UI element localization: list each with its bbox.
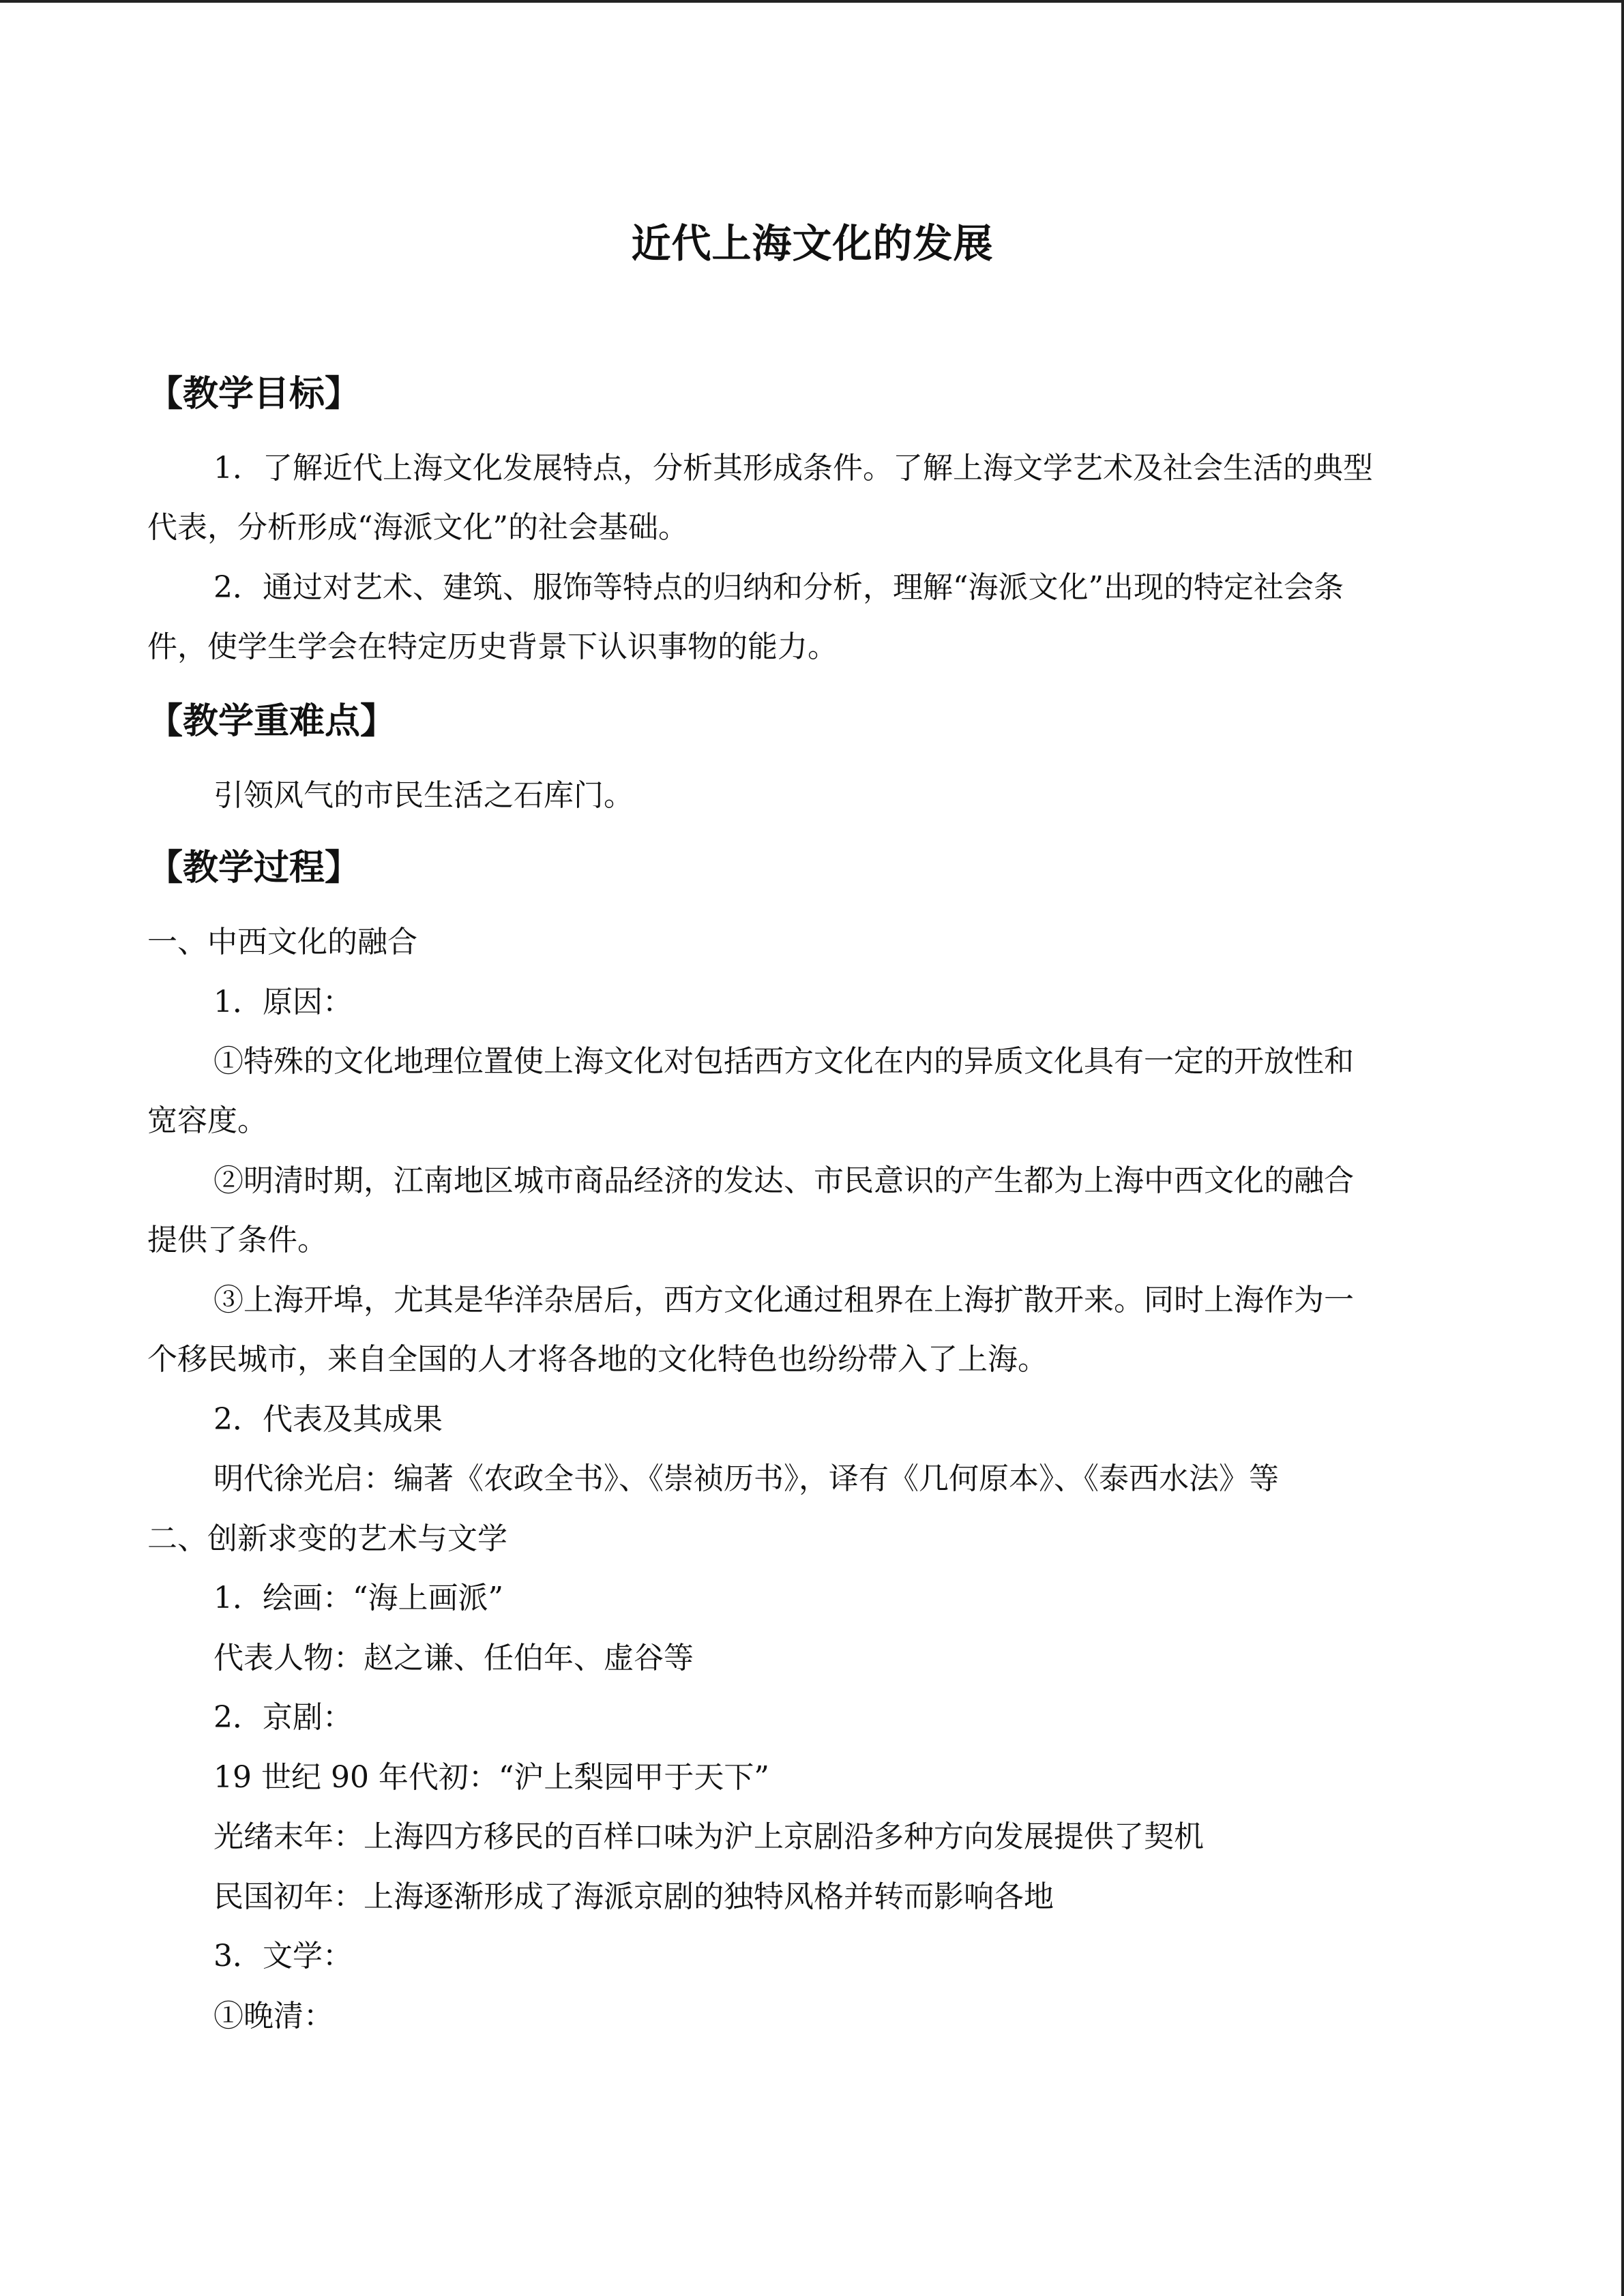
paragraph-line: ②明清时期，江南地区城市商品经济的发达、市民意识的产生都为上海中西文化的融合 [213,1163,1354,1198]
subsection-heading: 1．绘画：“海上画派” [213,1581,503,1615]
page-border-top [0,0,1624,3]
heading-key-points: 【教学重难点】 [147,701,396,742]
paragraph-line: 件，使学生学会在特定历史背景下认识事物的能力。 [147,629,838,664]
subsection-heading: 2．京剧： [213,1700,353,1735]
page-title: 近代上海文化的发展 [631,220,994,267]
subsection-heading: 1．原因： [213,985,353,1019]
paragraph-line: ①晚清： [213,1999,334,2033]
paragraph-line: 19 世纪 90 年代初：“沪上梨园甲于天下” [213,1760,769,1795]
paragraph-line: 明代徐光启：编著《农政全书》、《崇祯历书》，译有《几何原本》、《泰西水法》等 [213,1461,1279,1496]
page-border-right [1621,0,1624,2296]
subsection-heading: 2．代表及其成果 [213,1402,443,1437]
section-heading: 一、中西文化的融合 [147,925,417,959]
heading-process: 【教学过程】 [147,848,361,889]
heading-objectives: 【教学目标】 [147,374,361,415]
section-heading: 二、创新求变的艺术与文学 [147,1521,507,1556]
paragraph-line: 提供了条件。 [147,1223,327,1257]
paragraph-line: 2．通过对艺术、建筑、服饰等特点的归纳和分析，理解“海派文化”出现的特定社会条 [213,570,1344,605]
paragraph-line: 光绪末年：上海四方移民的百样口味为沪上京剧沿多种方向发展提供了契机 [213,1819,1204,1854]
paragraph-line: 民国初年：上海逐渐形成了海派京剧的独特风格并转而影响各地 [213,1879,1054,1914]
paragraph-line: 宽容度。 [147,1103,267,1138]
paragraph-line: 个移民城市，来自全国的人才将各地的文化特色也纷纷带入了上海。 [147,1342,1048,1377]
paragraph-line: ①特殊的文化地理位置使上海文化对包括西方文化在内的异质文化具有一定的开放性和 [213,1044,1354,1079]
paragraph-line: 1．了解近代上海文化发展特点，分析其形成条件。了解上海文学艺术及社会生活的典型 [213,451,1373,486]
paragraph-line: 代表，分析形成“海派文化”的社会基础。 [147,510,688,545]
paragraph-line: ③上海开埠，尤其是华洋杂居后，西方文化通过租界在上海扩散开来。同时上海作为一 [213,1283,1354,1317]
subsection-heading: 3．文学： [213,1939,353,1973]
paragraph-line: 代表人物：赵之谦、任伯年、虚谷等 [213,1641,694,1675]
paragraph-line: 引领风气的市民生活之石库门。 [213,778,634,813]
